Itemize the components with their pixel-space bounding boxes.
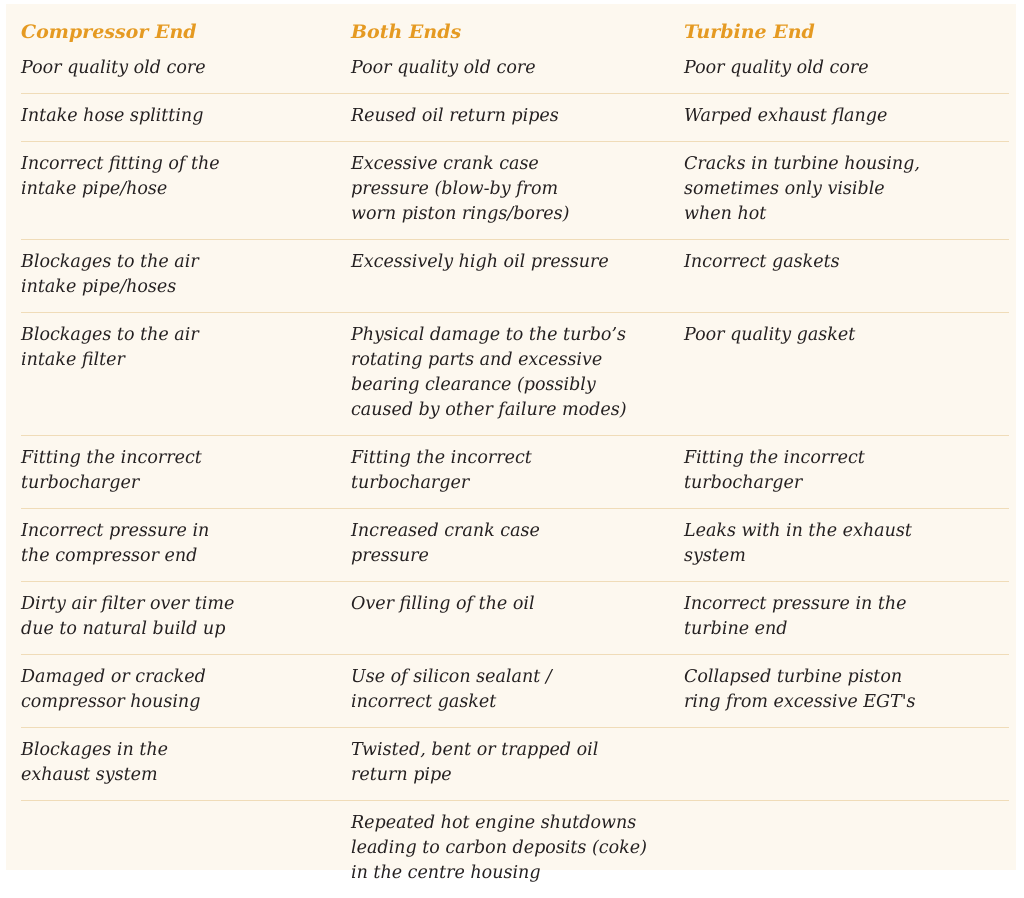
turbine-end-cell: Warped exhaust flange (684, 106, 888, 126)
compressor-end-cell: Incorrect pressure in the compressor end (21, 521, 210, 566)
turbine-end-cell (684, 811, 1009, 886)
table-row (21, 313, 1009, 436)
turbine-end-cell: Poor quality gasket (684, 325, 856, 345)
header-turbine-end: Turbine End (684, 21, 815, 43)
table-row (21, 728, 1009, 801)
both-ends-cell: Excessive crank case pressure (blow-by from worn piston rings/bores) (351, 154, 570, 224)
table-row (21, 509, 1009, 582)
header-compressor-end: Compressor End (21, 21, 197, 43)
both-ends-cell: Use of silicon sealant / incorrect gasket (351, 667, 552, 712)
compressor-end-cell: Poor quality old core (21, 58, 206, 78)
compressor-end-cell: Blockages to the air intake filter (21, 325, 199, 370)
compressor-end-cell: Blockages to the air intake pipe/hoses (21, 252, 199, 297)
turbine-end-cell: Poor quality old core (684, 58, 869, 78)
turbine-end-cell (684, 738, 1009, 788)
turbine-end-cell: Fitting the incorrect turbocharger (684, 448, 865, 493)
turbine-end-cell: Leaks with in the exhaust system (684, 521, 912, 566)
failure-causes-table (21, 4, 1009, 898)
both-ends-cell: Repeated hot engine shutdowns leading to carbon deposits (coke) in the centre housing (351, 813, 647, 883)
both-ends-cell: Physical damage to the turbo’s rotating parts and excessive bearing clearance (possibly caused by other failure modes) (351, 325, 627, 420)
table-row (21, 582, 1009, 655)
table-row (21, 801, 1009, 898)
table-row (21, 655, 1009, 728)
turbine-end-cell: Incorrect gaskets (684, 252, 840, 272)
table-row (21, 46, 1009, 94)
compressor-end-cell: Damaged or cracked compressor housing (21, 667, 206, 712)
both-ends-cell: Poor quality old core (351, 58, 536, 78)
both-ends-cell: Reused oil return pipes (351, 106, 559, 126)
both-ends-cell: Over filling of the oil (351, 594, 535, 614)
both-ends-cell: Twisted, bent or trapped oil return pipe (351, 740, 599, 785)
turbine-end-cell: Collapsed turbine piston ring from excessive EGT's (684, 667, 916, 712)
turbine-end-cell: Cracks in turbine housing, sometimes only visible when hot (684, 154, 920, 224)
compressor-end-cell (21, 811, 351, 886)
turbine-end-cell: Incorrect pressure in the turbine end (684, 594, 907, 639)
table-row (21, 142, 1009, 240)
compressor-end-cell: Incorrect fitting of the intake pipe/hose (21, 154, 220, 199)
both-ends-cell: Increased crank case pressure (351, 521, 540, 566)
table-row (21, 240, 1009, 313)
table-row (21, 94, 1009, 142)
both-ends-cell: Fitting the incorrect turbocharger (351, 448, 532, 493)
header-both-ends: Both Ends (351, 21, 462, 43)
compressor-end-cell: Fitting the incorrect turbocharger (21, 448, 202, 493)
table-row (21, 436, 1009, 509)
compressor-end-cell: Dirty air filter over time due to natural build up (21, 594, 235, 639)
failure-causes-panel (6, 4, 1016, 883)
both-ends-cell: Excessively high oil pressure (351, 252, 609, 272)
table-header-row (21, 4, 1009, 46)
compressor-end-cell: Intake hose splitting (21, 106, 204, 126)
compressor-end-cell: Blockages in the exhaust system (21, 740, 169, 785)
